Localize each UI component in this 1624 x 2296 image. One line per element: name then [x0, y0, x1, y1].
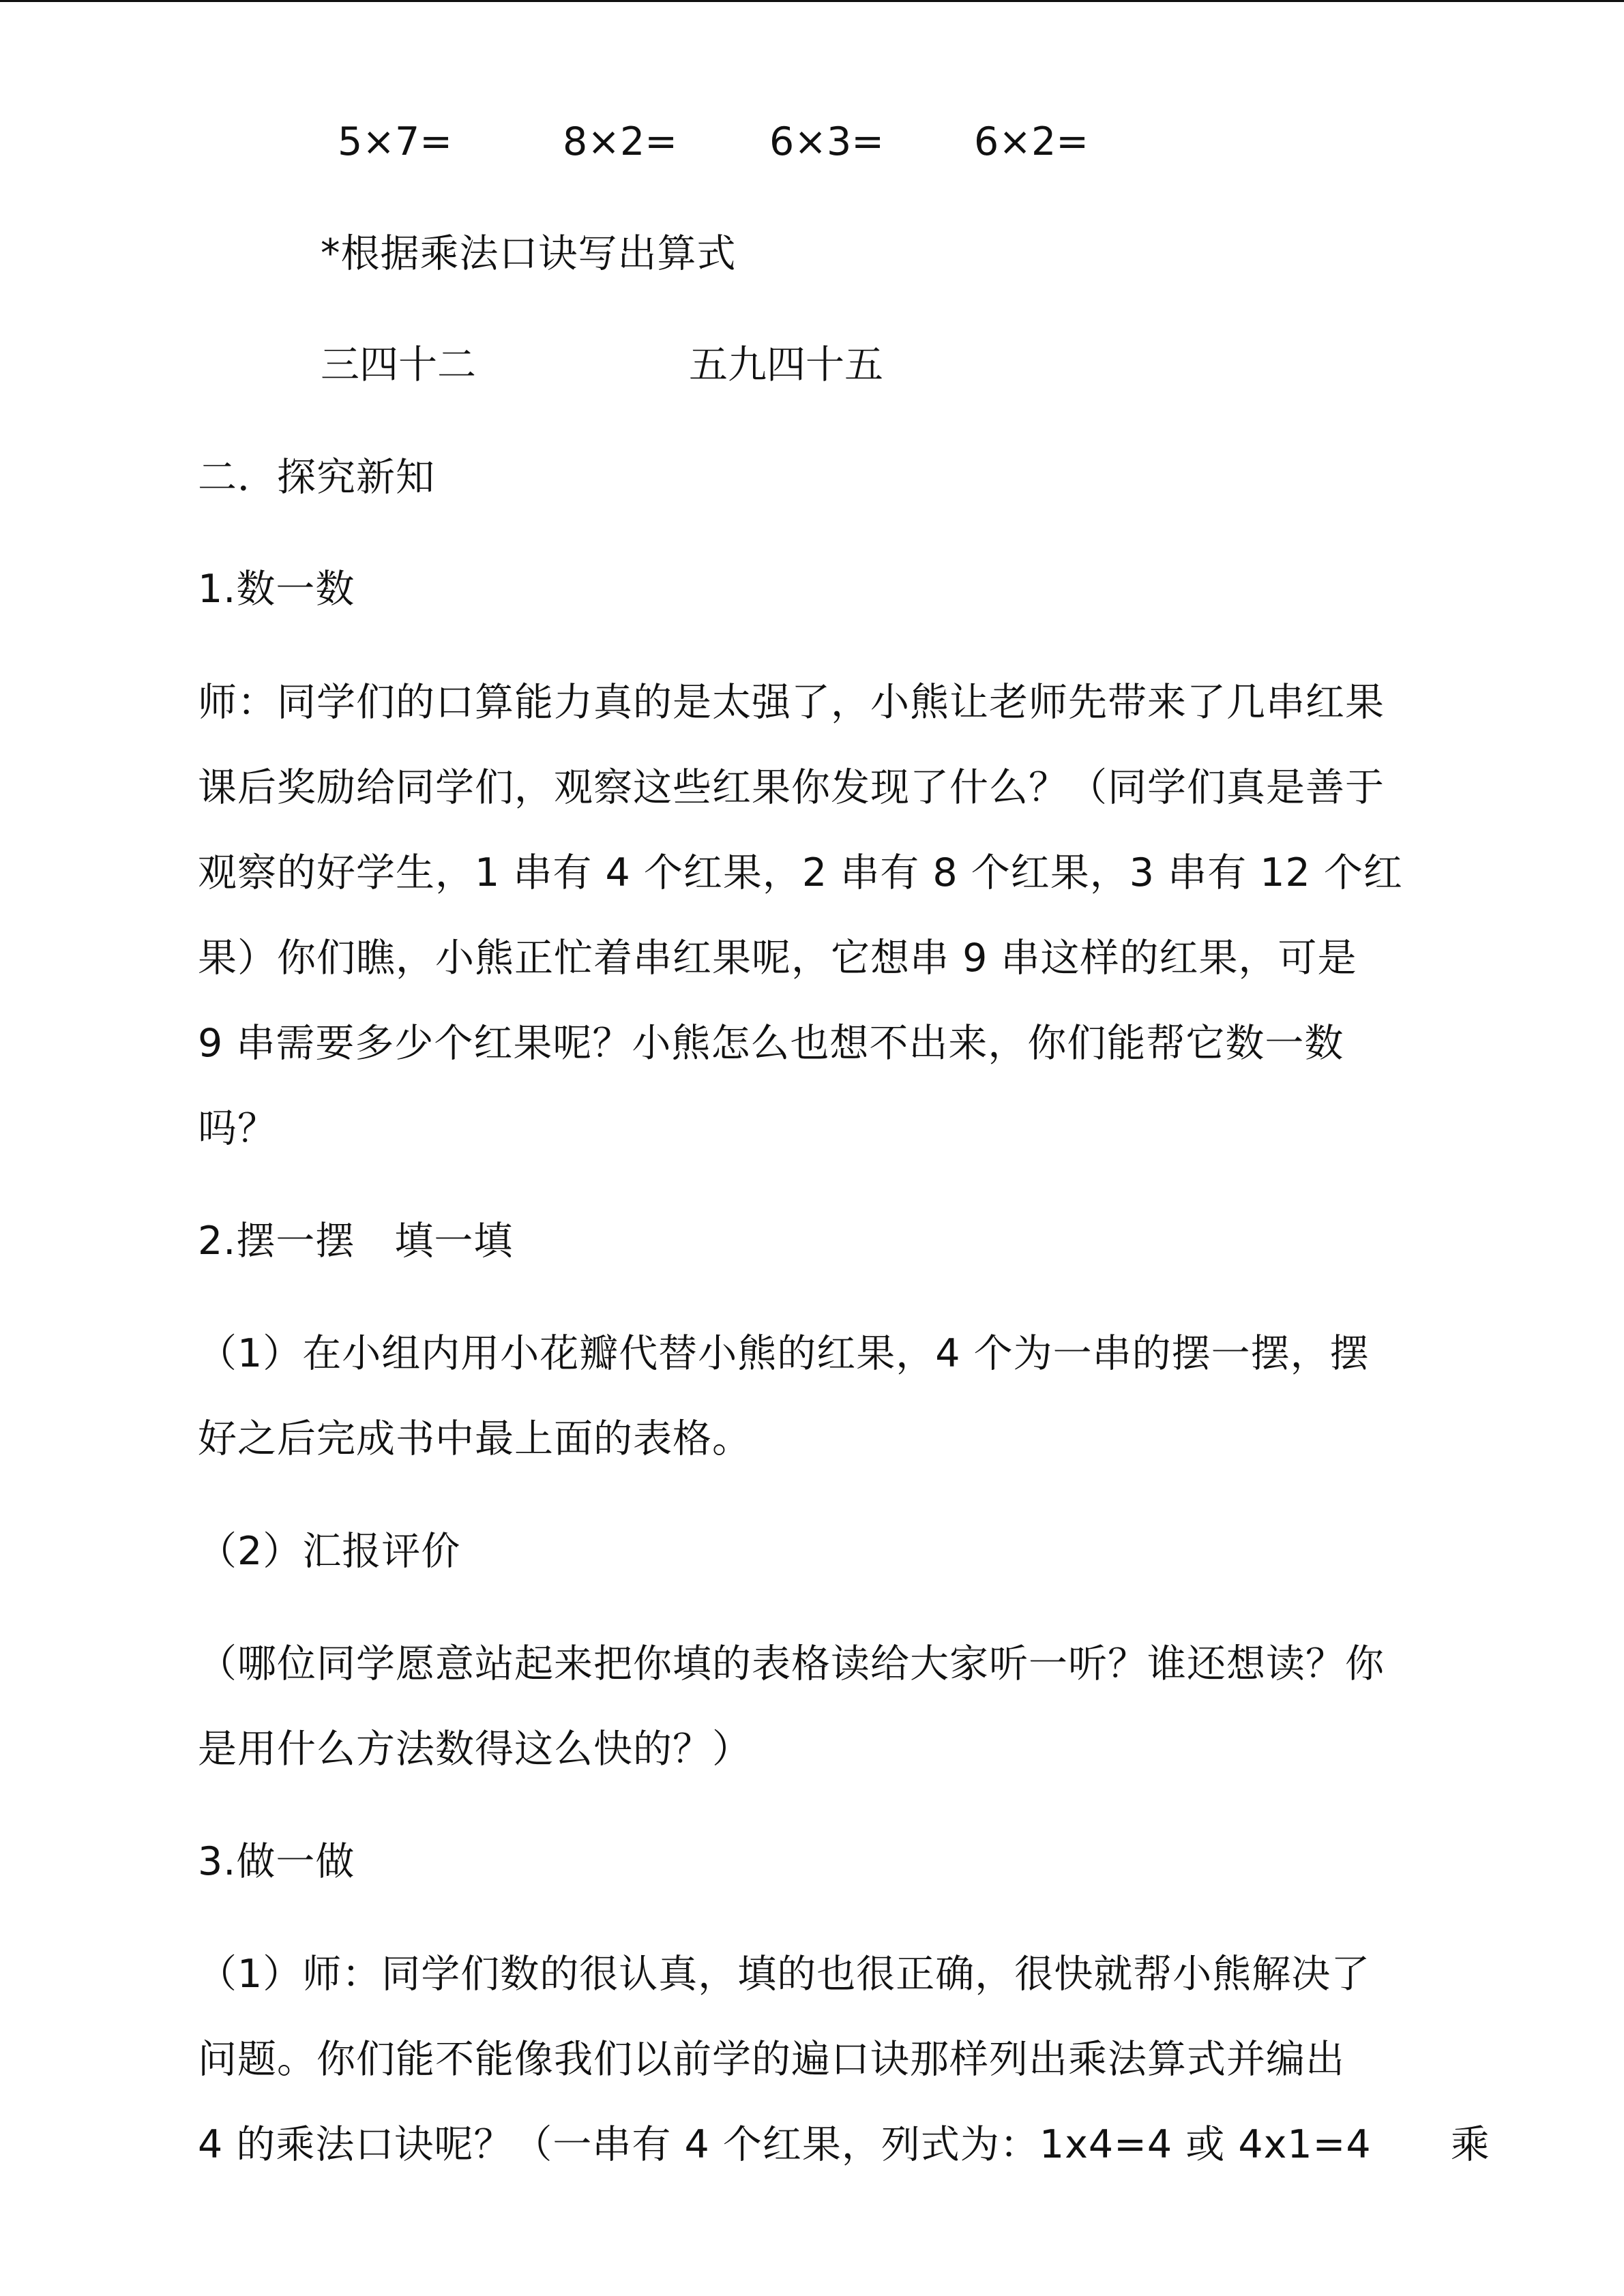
rhyme-1: 三四十二: [321, 342, 476, 387]
step1-title: 1.数一数: [198, 567, 355, 612]
section-title: 二．探究新知: [198, 455, 435, 500]
formula-3: 6×3=: [769, 119, 885, 164]
step2-item1-line-2: 好之后完成书中最上面的表格。: [198, 1416, 752, 1461]
step2-item1-line-1: （1）在小组内用小花瓣代替小熊的红果，4 个为一串的摆一摆，摆: [198, 1331, 1370, 1376]
step1-line-2: 课后奖励给同学们，观察这些红果你发现了什么？（同学们真是善于: [198, 765, 1385, 810]
step1-line-5: 9 串需要多少个红果呢？小熊怎么也想不出来，你们能帮它数一数: [198, 1021, 1344, 1066]
step1-line-4: 果）你们瞧，小熊正忙着串红果呢，它想串 9 串这样的红果，可是: [198, 936, 1357, 981]
step2-item2: （2）汇报评价: [198, 1529, 461, 1574]
instruction-text: *根据乘法口诀写出算式: [321, 231, 737, 276]
step2-note-line-2: 是用什么方法数得这么快的？）: [198, 1727, 752, 1772]
step2-title: 2.摆一摆 填一填: [198, 1219, 514, 1264]
step1-line-1: 师：同学们的口算能力真的是太强了，小熊让老师先带来了几串红果: [198, 680, 1385, 725]
formula-2: 8×2=: [563, 119, 678, 164]
step3-item1-line-2: 问题。你们能不能像我们以前学的遍口诀那样列出乘法算式并编出: [198, 2037, 1345, 2082]
step1-line-3: 观察的好学生，1 串有 4 个红果，2 串有 8 个红果，3 串有 12 个红: [198, 850, 1403, 895]
rhyme-2: 五九四十五: [689, 342, 883, 387]
formula-4: 6×2=: [974, 119, 1089, 164]
formula-1: 5×7=: [338, 119, 453, 164]
step2-note-line-1: （哪位同学愿意站起来把你填的表格读给大家听一听？谁还想读？你: [198, 1641, 1385, 1686]
top-border: [0, 0, 1624, 2]
step1-line-6: 吗？: [198, 1106, 277, 1151]
step3-title: 3.做一做: [198, 1839, 355, 1884]
step3-item1-line-3: 4 的乘法口诀呢？（一串有 4 个红果，列式为：1x4=4 或 4x1=4 乘: [198, 2122, 1490, 2167]
step3-item1-line-1: （1）师：同学们数的很认真，填的也很正确，很快就帮小熊解决了: [198, 1952, 1371, 1997]
